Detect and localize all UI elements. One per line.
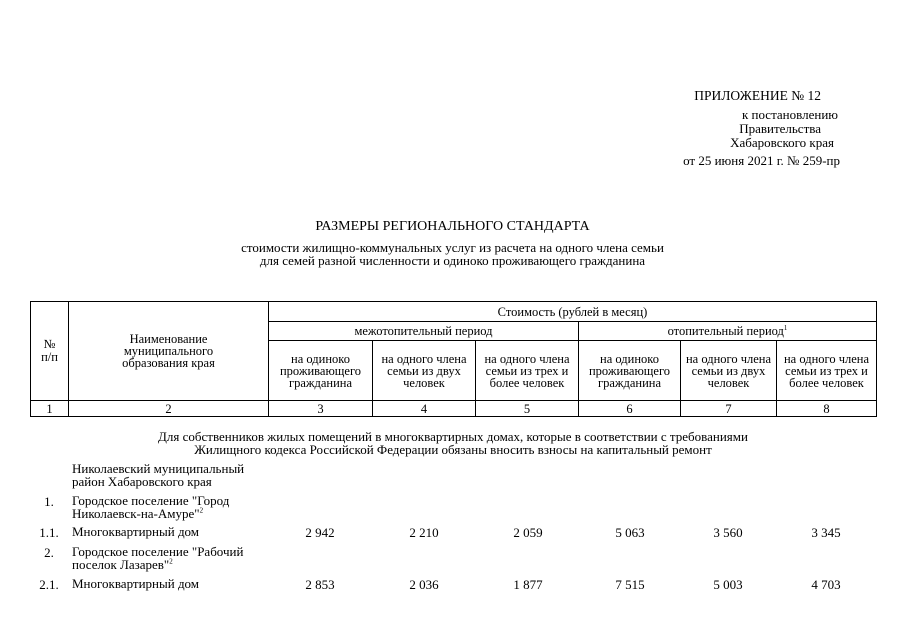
row-number: 1.1. [39,525,59,540]
col-number-label: № п/п [41,337,58,364]
subtitle-line2: для семей разной численности и одиноко проживающего гражданина [259,253,646,268]
value-cell: 4 703 [811,577,841,592]
period-2-label: отопительный период [667,324,784,338]
value-cell: 2 210 [409,525,439,540]
row-name-text: Городское поселение "Город Николаевск-на-Амуре" [72,493,230,521]
district-name: Николаевский муниципальный район Хабаровского края [72,461,245,489]
sub-header-three-2: на одного члена семьи из трех и более человек [777,341,877,401]
row-name: Многоквартирный дом [72,576,200,591]
column-number-5: 5 [476,401,579,417]
district-row [30,462,876,490]
value-cell: 2 942 [305,525,335,540]
table-row [30,577,876,605]
cost-header: Стоимость (рублей в месяц) [269,302,877,322]
subtitle-line1: стоимости жилищно-коммунальных услуг из расчета на одного члена семьи [241,240,664,255]
column-number-4: 4 [373,401,476,417]
period-2-footnote: 1 [783,323,788,332]
attachment-line1: к постановлению [741,107,838,122]
column-number-6: 6 [579,401,681,417]
column-number-3: 3 [269,401,373,417]
period-header-2 [579,322,877,341]
value-cell: 2 059 [513,525,543,540]
column-number-1: 1 [31,401,69,417]
row-name [72,494,272,520]
document-subtitle [0,241,905,267]
document-title: РАЗМЕРЫ РЕГИОНАЛЬНОГО СТАНДАРТА [315,219,590,234]
section-note-line1: Для собственников жилых помещений в многоквартирных домах, которые в соответствии с требованиями [158,429,748,444]
row-footnote: 2 [169,557,173,566]
row-name: Многоквартирный дом [72,524,200,539]
period-header-1: межотопительный период [269,322,579,341]
row-name [72,545,272,571]
row-number: 1. [44,494,54,509]
sub-header-single-1: на одиноко проживающего гражданина [269,341,373,401]
value-cell: 3 560 [713,525,743,540]
sub-header-single-2: на одиноко проживающего гражданина [579,341,681,401]
row-number: 2.1. [39,577,59,592]
value-cell: 7 515 [615,577,645,592]
attachment-date: от 25 июня 2021 г. № 259-пр [683,153,840,168]
sub-header-two-1: на одного члена семьи из двух человек [373,341,476,401]
column-number-2: 2 [69,401,269,417]
value-cell: 5 063 [615,525,645,540]
value-cell: 2 036 [409,577,439,592]
col-number-header [31,302,69,401]
value-cell: 1 877 [513,577,543,592]
section-note-line2: Жилищного кодекса Российской Федерации обязаны вносить взносы на капитальный ремонт [194,442,712,457]
value-cell: 3 345 [811,525,841,540]
section-note [30,430,876,456]
column-number-8: 8 [777,401,877,417]
value-cell: 5 003 [713,577,743,592]
attachment-header [600,89,865,168]
row-name-text: Городское поселение "Рабочий поселок Лазарев" [72,544,244,572]
column-number-7: 7 [681,401,777,417]
col-name-header: Наименование муниципального образования края [69,302,269,401]
row-footnote: 2 [199,506,204,515]
table-row [30,545,876,573]
attachment-number: ПРИЛОЖЕНИЕ № 12 [694,88,821,103]
value-cell: 2 853 [305,577,335,592]
row-number: 2. [44,545,54,560]
standards-table-header [30,301,877,417]
attachment-line3: Хабаровского края [730,135,834,150]
attachment-line2: Правительства [739,121,821,136]
sub-header-three-1: на одного члена семьи из трех и более человек [476,341,579,401]
table-row [30,494,876,522]
sub-header-two-2: на одного члена семьи из двух человек [681,341,777,401]
